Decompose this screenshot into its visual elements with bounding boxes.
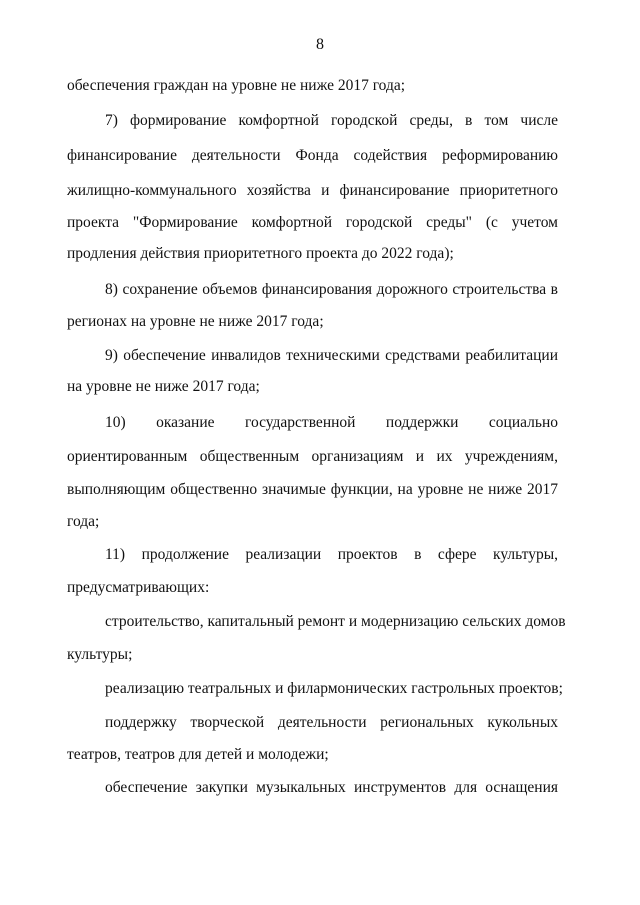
text-line: реализацию театральных и филармонических гастрольных проектов; bbox=[105, 680, 563, 697]
text-line: обеспечение закупки музыкальных инструментов для оснащения bbox=[105, 779, 558, 796]
text-line: ориентированным общественным организациям и их учреждениям, bbox=[67, 448, 558, 465]
text-line: поддержку творческой деятельности региональных кукольных bbox=[105, 714, 558, 731]
text-line: жилищно-коммунального хозяйства и финансирование приоритетного bbox=[67, 182, 558, 199]
text-line: предусматривающих: bbox=[67, 579, 210, 596]
text-line: обеспечения граждан на уровне не ниже 2017 года; bbox=[67, 77, 406, 94]
text-line: финансирование деятельности Фонда содействия реформированию bbox=[67, 147, 558, 164]
text-line: 9) обеспечение инвалидов техническими средствами реабилитации bbox=[105, 347, 558, 364]
text-line: продления действия приоритетного проекта до 2022 года); bbox=[67, 245, 454, 262]
text-line: 7) формирование комфортной городской среды, в том числе bbox=[105, 112, 558, 129]
text-line: регионах на уровне не ниже 2017 года; bbox=[67, 313, 324, 330]
text-line: культуры; bbox=[67, 646, 133, 663]
text-line: строительство, капитальный ремонт и модернизацию сельских домов bbox=[105, 613, 566, 630]
text-line: проекта "Формирование комфортной городской среды" (с учетом bbox=[67, 214, 558, 231]
text-line: театров, театров для детей и молодежи; bbox=[67, 746, 329, 763]
text-line: 11) продолжение реализации проектов в сфере культуры, bbox=[105, 546, 558, 563]
text-line: 10) оказание государственной поддержки социально bbox=[105, 414, 558, 431]
text-line: года; bbox=[67, 513, 100, 530]
text-line: выполняющим общественно значимые функции, на уровне не ниже 2017 bbox=[67, 481, 558, 498]
text-line: 8) сохранение объемов финансирования дорожного строительства в bbox=[105, 281, 558, 298]
text-line: на уровне не ниже 2017 года; bbox=[67, 378, 260, 395]
page-number: 8 bbox=[316, 36, 324, 53]
